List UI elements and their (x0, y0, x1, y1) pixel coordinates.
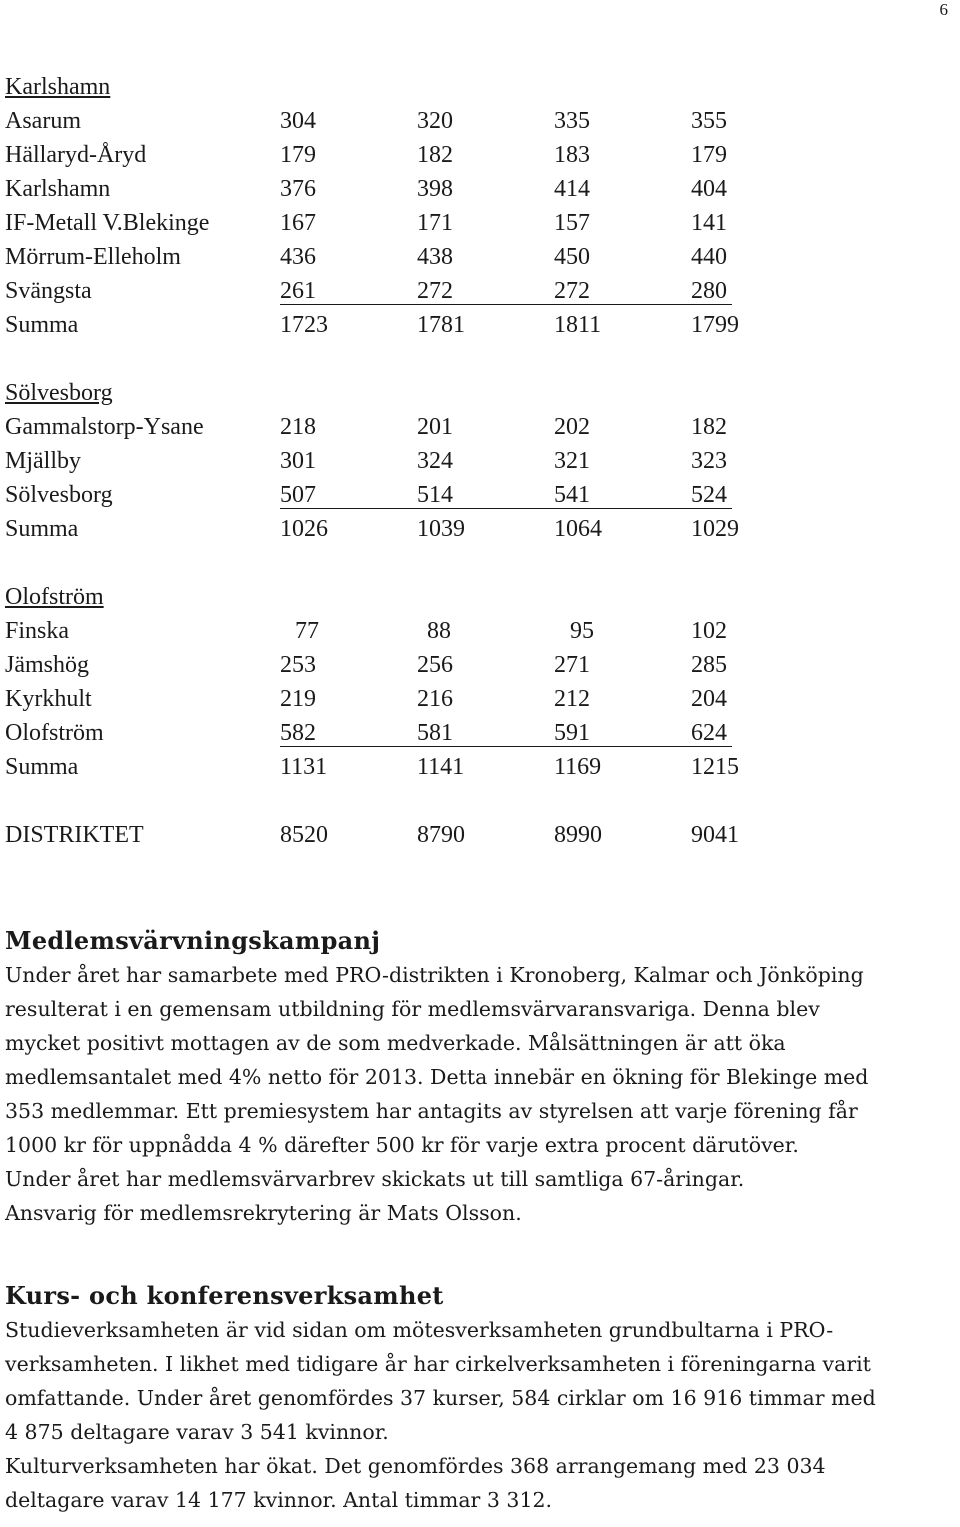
table-row: Mörrum-Elleholm 436 438 450 440 (5, 244, 727, 270)
table-row: IF-Metall V.Blekinge 167 171 157 141 (5, 210, 727, 236)
text-line: deltagare varav 14 177 kvinnor. Antal timmar 3 312. (5, 1488, 553, 1512)
table-row: Sölvesborg 507 514 541 524 (5, 478, 955, 512)
table-row: Jämshög 253 256 271 285 (5, 652, 727, 678)
text-line: omfattande. Under året genomfördes 37 kurser, 584 cirklar om 16 916 timmar med (5, 1386, 876, 1410)
table-row: Svängsta 261 272 272 280 (5, 274, 955, 308)
campaign-heading: Medlemsvärvningskampanj (5, 926, 381, 955)
section-heading: Karlshamn (5, 74, 111, 100)
text-line: Kulturverksamheten har ökat. Det genomfördes 368 arrangemang med 23 034 (5, 1454, 826, 1478)
text-line: resulterat i en gemensam utbildning för medlemsvärvaransvariga. Denna blev (5, 997, 820, 1021)
text-line: Ansvarig för medlemsrekrytering är Mats Olsson. (5, 1201, 522, 1225)
sum-underline (280, 746, 732, 747)
table-row: Olofström 582 581 591 624 (5, 716, 955, 750)
courses-section (5, 1279, 935, 1517)
campaign-section (5, 924, 935, 1230)
table-row: Kyrkhult 219 216 212 204 (5, 686, 727, 712)
text-line: 1000 kr för uppnådda 4 % därefter 500 kr för varje extra procent därutöver. (5, 1133, 799, 1157)
table-row: Hällaryd-Åryd 179 182 183 179 (5, 142, 727, 168)
table-row: Finska 77 88 95 102 (5, 618, 727, 644)
sum-row: Summa 1026 1039 1064 1029 (5, 516, 739, 542)
text-line: verksamheten. I likhet med tidigare år har cirkelverksamheten i föreningarna varit (5, 1352, 871, 1376)
section-heading: Olofström (5, 584, 104, 610)
table-row: Asarum 304 320 335 355 (5, 108, 727, 134)
sum-row: Summa 1723 1781 1811 1799 (5, 312, 739, 338)
courses-heading: Kurs- och konferensverksamhet (5, 1281, 444, 1310)
text-line: 353 medlemmar. Ett premiesystem har antagits av styrelsen att varje förening får (5, 1099, 858, 1123)
table-row: Mjällby 301 324 321 323 (5, 448, 727, 474)
membership-table (5, 70, 955, 852)
text-line: mycket positivt mottagen av de som medverkade. Målsättningen är att öka (5, 1031, 786, 1055)
text-line: medlemsantalet med 4% netto för 2013. Detta innebär en ökning för Blekinge med (5, 1065, 869, 1089)
section-solvesborg (5, 376, 955, 546)
table-row: Karlshamn 376 398 414 404 (5, 176, 727, 202)
text-line: 4 875 deltagare varav 3 541 kvinnor. (5, 1420, 389, 1444)
district-row: DISTRIKTET 8520 8790 8990 9041 (5, 822, 739, 848)
text-line: Under året har medlemsvärvarbrev skickats ut till samtliga 67-åringar. (5, 1167, 745, 1191)
sum-underline (280, 304, 732, 305)
sum-row: Summa 1131 1141 1169 1215 (5, 754, 739, 780)
text-line: Studieverksamheten är vid sidan om mötesverksamheten grundbultarna i PRO- (5, 1318, 834, 1342)
table-row: Gammalstorp-Ysane 218 201 202 182 (5, 414, 727, 440)
sum-underline (280, 508, 732, 509)
section-karlshamn (5, 70, 955, 342)
page-number: 6 (939, 0, 948, 19)
text-line: Under året har samarbete med PRO-distrikten i Kronoberg, Kalmar och Jönköping (5, 963, 864, 987)
section-heading: Sölvesborg (5, 380, 113, 406)
section-olofstrom (5, 580, 955, 784)
